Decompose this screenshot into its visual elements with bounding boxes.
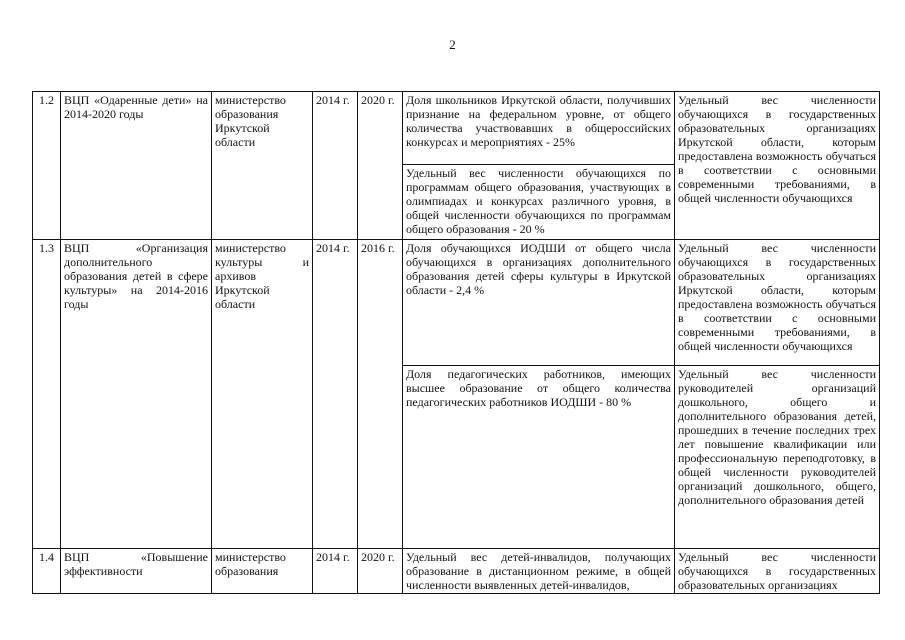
table-row bbox=[33, 92, 880, 165]
program-name: ВЦП «Одаренные дети» на 2014-2020 годы bbox=[61, 92, 212, 240]
target-cell: Удельный вес численности руководителей организаций дошкольного, общего и дополнительного образования детей, прошедших в течение последних трех лет повышение квалификации или профессиональную переподготовку, в общей численности руководителей организаций дошкольного, общего, дополнительного образования детей bbox=[675, 366, 880, 549]
indicator-cell: Доля педагогических работников, имеющих высшее образование от общего количества педагогических работников ИОДШИ - 80 % bbox=[403, 366, 675, 549]
table-row bbox=[33, 549, 880, 594]
row-number: 1.2 bbox=[33, 92, 61, 240]
start-year: 2014 г. bbox=[313, 240, 358, 549]
page-number: 2 bbox=[449, 37, 456, 52]
end-year: 2020 г. bbox=[358, 549, 403, 594]
indicator-cell: Доля школьников Иркутской области, получивших признание на федеральном уровне, от общего количества участвовавших в общероссийских конкурсах и мероприятиях - 25% bbox=[403, 92, 675, 165]
indicator-cell: Удельный вес детей-инвалидов, получающих образование в дистанционном режиме, в общей численности выявленных детей-инвалидов, bbox=[403, 549, 675, 594]
program-name: ВЦП «Организация дополнительного образования детей в сфере культуры» на 2014-2016 годы bbox=[61, 240, 212, 549]
start-year: 2014 г. bbox=[313, 549, 358, 594]
responsible-ministry: министерство культуры и архивов Иркутской области bbox=[212, 240, 313, 549]
row-number: 1.4 bbox=[33, 549, 61, 594]
programs-table bbox=[32, 91, 880, 594]
responsible-ministry: министерство образования bbox=[212, 549, 313, 594]
end-year: 2016 г. bbox=[358, 240, 403, 549]
indicator-cell: Доля обучающихся ИОДШИ от общего числа обучающихся в организациях дополнительного образования детей сферы культуры в Иркутской области - 2,4 % bbox=[403, 240, 675, 366]
target-cell: Удельный вес численности обучающихся в государственных образовательных организациях Иркутской области, которым предоставлена возможность обучаться в соответствии с основными современными требованиями, в общей численности обучающихся bbox=[675, 240, 880, 366]
target-cell: Удельный вес численности обучающихся в государственных образовательных организациях Иркутской области, которым предоставлена возможность обучаться в соответствии с основными современными требованиями, в общей численности обучающихся bbox=[675, 92, 880, 240]
target-cell: Удельный вес численности обучающихся в государственных образовательных организациях bbox=[675, 549, 880, 594]
responsible-ministry: министерство образования Иркутской области bbox=[212, 92, 313, 240]
row-number: 1.3 bbox=[33, 240, 61, 549]
table-row bbox=[33, 240, 880, 366]
indicator-cell: Удельный вес численности обучающихся по программам общего образования, участвующих в олимпиадах и конкурсах различного уровня, в общей численности обучающихся по программам общего образования - 20 % bbox=[403, 165, 675, 240]
program-name: ВЦП «Повышение эффективности bbox=[61, 549, 212, 594]
start-year: 2014 г. bbox=[313, 92, 358, 240]
end-year: 2020 г. bbox=[358, 92, 403, 240]
